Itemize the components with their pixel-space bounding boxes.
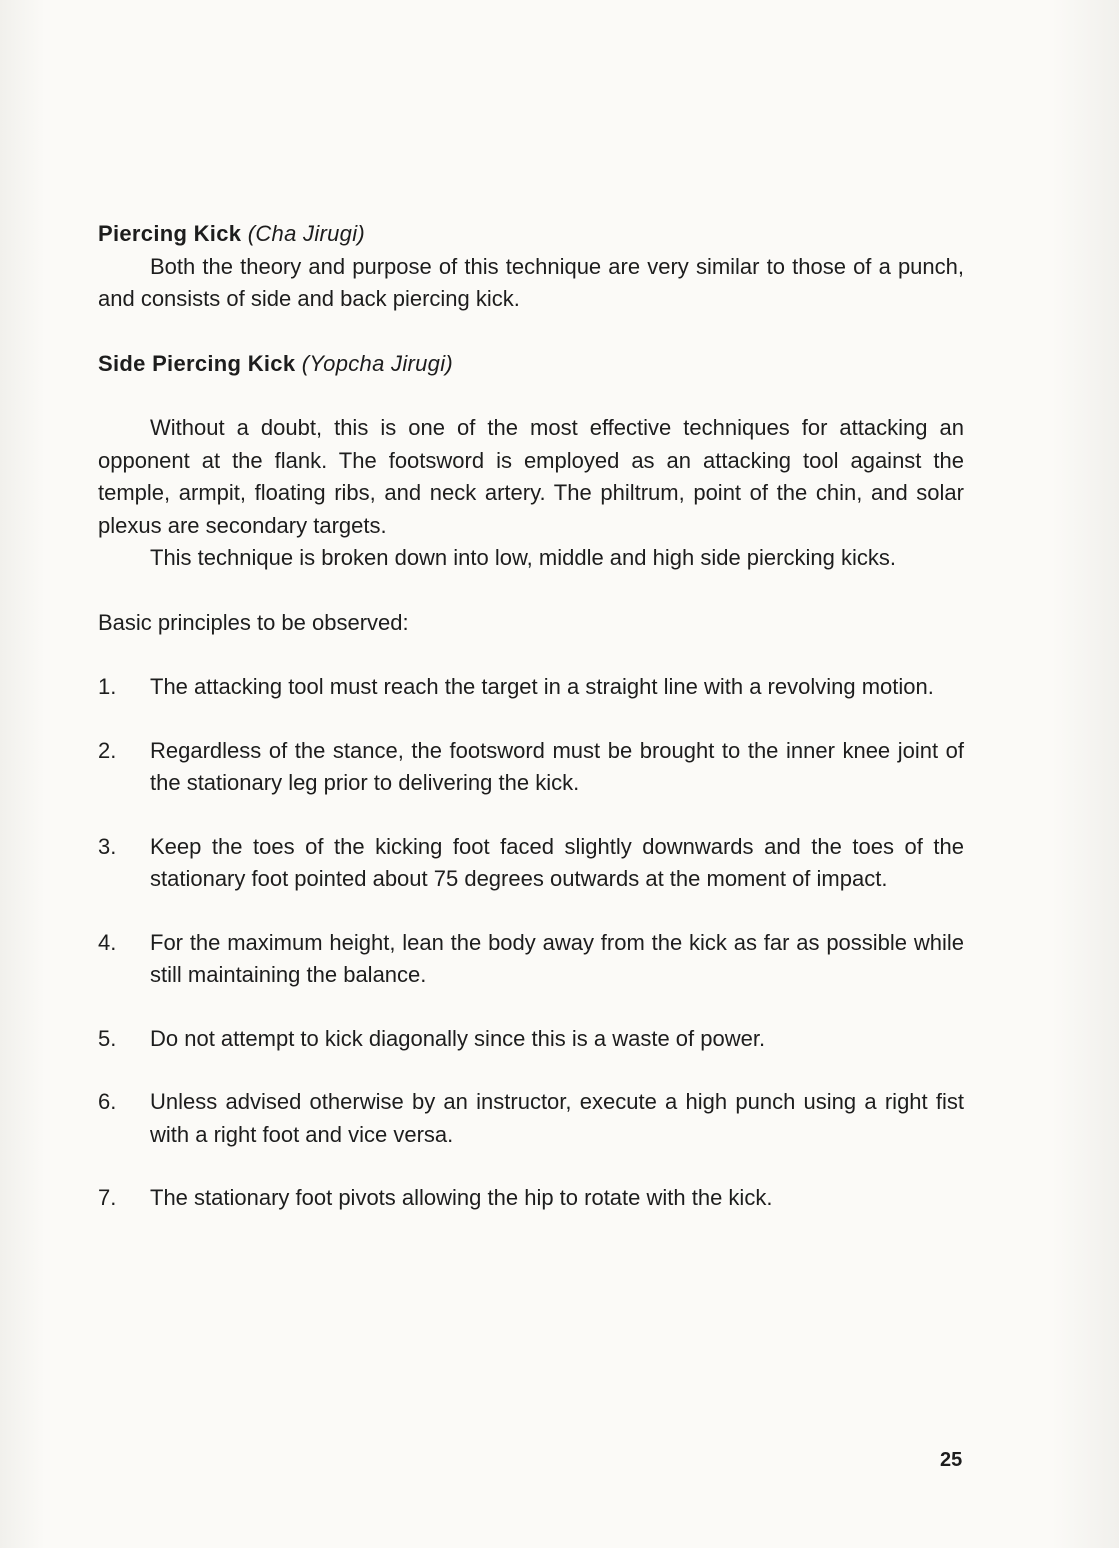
- list-item: [98, 927, 964, 992]
- list-item-text: Unless advised otherwise by an instructor, execute a high punch using a right fist with a right foot and vice versa.: [150, 1089, 964, 1147]
- list-item-text: The stationary foot pivots allowing the hip to rotate with the kick.: [150, 1185, 773, 1210]
- list-item: [98, 735, 964, 800]
- side-piercing-kick-paragraph-2: This technique is broken down into low, middle and high side piercking kicks.: [150, 545, 896, 570]
- list-item: [98, 1182, 964, 1215]
- list-item: [98, 1086, 964, 1151]
- piercing-kick-heading: [98, 218, 964, 251]
- list-item-number: 3.: [98, 833, 117, 859]
- piercing-kick-title-alt: (Cha Jirugi): [247, 221, 366, 246]
- page-number: 25: [940, 1449, 963, 1471]
- list-item-text: Keep the toes of the kicking foot faced slightly downwards and the toes of the stationary foot pointed about 75 degrees outwards at the moment of impact.: [150, 833, 964, 891]
- list-item-text: Do not attempt to kick diagonally since this is a waste of power.: [150, 1025, 766, 1051]
- side-piercing-kick-paragraph-1: Without a doubt, this is one of the most effective techniques for attacking an opponent at the flank. The footsword is employed as an attacking tool against the temple, armpit, floating ribs, and neck artery. The philtrum, point of the chin, and solar plexus are secondary targets.: [98, 415, 964, 538]
- list-item-text: For the maximum height, lean the body away from the kick as far as possible while still maintaining the balance.: [150, 929, 964, 987]
- piercing-kick-title: Piercing Kick: [98, 221, 242, 246]
- spacer: [98, 639, 964, 671]
- list-item-number: 1.: [98, 674, 117, 699]
- list-item-number: 7.: [98, 1185, 117, 1210]
- list-item: [98, 671, 964, 704]
- piercing-kick-paragraph: Both the theory and purpose of this technique are very similar to those of a punch, and consists of side and back piercing kick.: [98, 253, 964, 311]
- spacer: [98, 575, 964, 607]
- list-item-number: 4.: [98, 929, 117, 955]
- side-piercing-kick-title: Side Piercing Kick: [98, 350, 296, 376]
- list-item: [98, 1023, 964, 1056]
- list-item-text: The attacking tool must reach the target in a straight line with a revolving motion.: [150, 674, 934, 699]
- side-piercing-kick-title-alt: (Yopcha Jirugi): [301, 350, 454, 376]
- list-item-text: Regardless of the stance, the footsword must be brought to the inner knee joint of the stationary leg prior to delivering the kick.: [150, 737, 964, 795]
- side-piercing-kick-heading: [98, 348, 964, 381]
- spacer: [98, 316, 964, 348]
- list-item-number: 6.: [98, 1089, 117, 1114]
- spacer: [98, 380, 964, 412]
- principles-intro: Basic principles to be observed:: [98, 609, 409, 635]
- principles-list: [98, 671, 964, 1215]
- list-item: [98, 831, 964, 896]
- list-item-number: 2.: [98, 737, 117, 763]
- list-item-number: 5.: [98, 1025, 117, 1051]
- page-content: [98, 218, 964, 1246]
